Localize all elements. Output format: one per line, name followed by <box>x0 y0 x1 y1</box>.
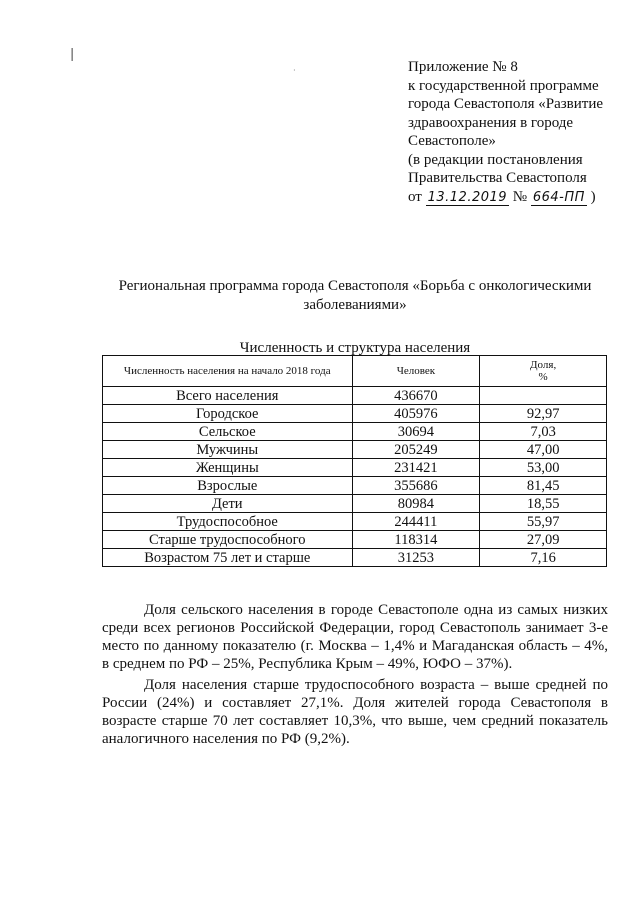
cell-share: 92,97 <box>480 405 607 423</box>
appendix-line: города Севастополя «Развитие <box>408 96 604 112</box>
cell-count: 31253 <box>352 549 480 567</box>
table-row <box>103 387 607 405</box>
cell-share: 47,00 <box>480 441 607 459</box>
cell-category: Городское <box>103 405 353 423</box>
table-caption: Численность и структура населения <box>239 340 471 356</box>
appendix-line: здравоохранения в городе <box>408 114 574 131</box>
paragraph: Доля сельского населения в городе Севастополе одна из самых низких среди всех регионов Российской Федерации, город Севастополь занимает 3-е место по данному показателю (г. Москва – 1,4% и Магаданская область – 4%, в среднем по РФ – 25%, Республика Крым – 49%, ЮФО – 37%). <box>102 602 608 672</box>
table-row <box>103 441 607 459</box>
appendix-line: (в редакции постановления <box>408 151 583 168</box>
cell-count: 405976 <box>352 405 480 423</box>
cell-count: 436670 <box>352 387 480 405</box>
appendix-line: Приложение № 8 <box>408 59 518 75</box>
appendix-header <box>408 58 623 207</box>
cell-count: 355686 <box>352 477 480 495</box>
table-row <box>103 477 607 495</box>
appendix-line: Правительства Севастополя <box>408 170 587 186</box>
cell-share: 81,45 <box>480 477 607 495</box>
cell-category: Мужчины <box>103 441 353 459</box>
population-table <box>102 355 607 567</box>
table-row <box>103 531 607 549</box>
cell-count: 118314 <box>352 531 480 549</box>
from-label: от <box>408 188 422 205</box>
table-row <box>103 495 607 513</box>
cell-count: 80984 <box>352 495 480 513</box>
title-line: заболеваниями» <box>303 297 407 313</box>
table-row <box>103 549 607 567</box>
cell-count: 30694 <box>352 423 480 441</box>
cell-category: Дети <box>103 495 353 513</box>
cell-share: 55,97 <box>480 513 607 531</box>
table-row <box>103 513 607 531</box>
cell-share: 7,16 <box>480 549 607 567</box>
number-label: № <box>512 188 528 205</box>
body-text <box>102 601 608 751</box>
stray-mark: ׀ <box>69 50 76 62</box>
cell-count: 244411 <box>352 513 480 531</box>
handwritten-number: 664-ПП <box>532 189 585 205</box>
cell-share <box>480 387 607 405</box>
table-row <box>103 459 607 477</box>
appendix-line: к государственной программе <box>408 77 599 94</box>
header-share: Доля, % <box>480 356 607 387</box>
cell-category: Всего населения <box>103 387 353 405</box>
cell-share: 27,09 <box>480 531 607 549</box>
cell-category: Возрастом 75 лет и старше <box>103 549 353 567</box>
table-row <box>103 423 607 441</box>
cell-count: 205249 <box>352 441 480 459</box>
appendix-date-line <box>408 188 623 208</box>
cell-category: Сельское <box>103 423 353 441</box>
handwritten-date: 13.12.2019 <box>427 189 508 205</box>
table-row <box>103 405 607 423</box>
appendix-line: Севастополе» <box>408 133 496 149</box>
cell-share: 53,00 <box>480 459 607 477</box>
cell-category: Старше трудоспособного <box>103 531 353 549</box>
header-count: Человек <box>352 356 480 387</box>
title-line: Региональная программа города Севастополя «Борьба с онкологическими <box>118 278 592 294</box>
table-header-row <box>103 356 607 387</box>
document-title <box>100 277 610 315</box>
paragraph: Доля населения старше трудоспособного возраста – выше средней по России (24%) и составляет 27,1%. Доля жителей города Севастополя в возрасте старше 70 лет составляет 10,3%, что выше, чем средний показатель аналогичного населения по РФ (9,2%). <box>102 677 608 747</box>
cell-share: 18,55 <box>480 495 607 513</box>
cell-count: 231421 <box>352 459 480 477</box>
scan-dot: · <box>293 66 296 75</box>
header-category: Численность населения на начало 2018 года <box>103 356 353 387</box>
cell-share: 7,03 <box>480 423 607 441</box>
cell-category: Трудоспособное <box>103 513 353 531</box>
cell-category: Женщины <box>103 459 353 477</box>
closing-bracket: ) <box>590 188 596 205</box>
cell-category: Взрослые <box>103 477 353 495</box>
